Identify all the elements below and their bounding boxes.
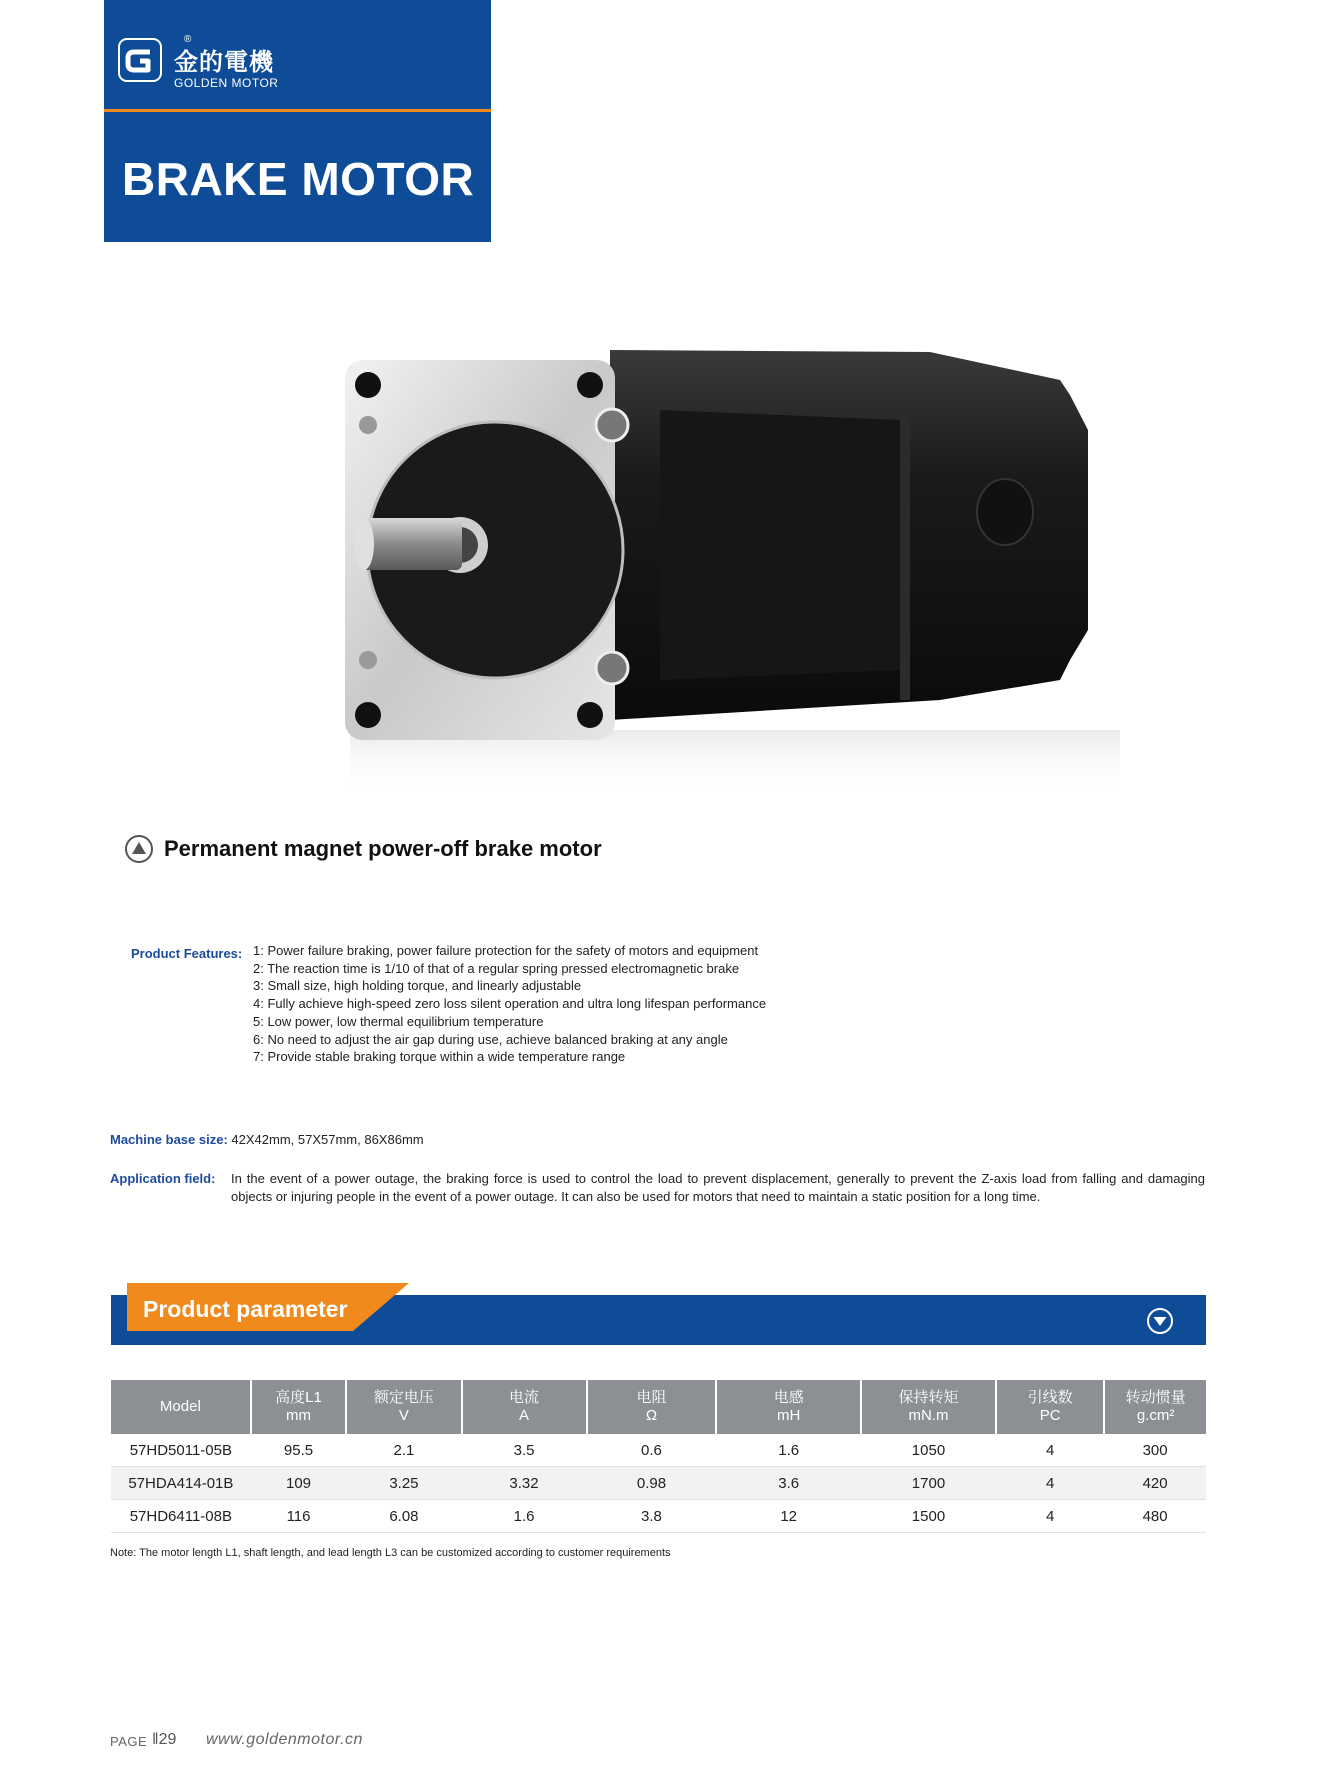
registered-mark: ®	[184, 34, 192, 45]
table-cell: 3.25	[346, 1467, 461, 1500]
table-cell: 3.32	[462, 1467, 587, 1500]
table-cell: 3.6	[716, 1467, 861, 1500]
column-header: 电流 A	[462, 1380, 587, 1434]
feature-item: 3: Small size, high holding torque, and linearly adjustable	[253, 978, 582, 994]
table-header-row	[111, 1380, 1206, 1434]
features-label: Product Features:	[131, 946, 243, 961]
column-header: 引线数 PC	[996, 1380, 1104, 1434]
table-cell: 95.5	[251, 1434, 347, 1467]
column-header: 保持转矩 mN.m	[861, 1380, 996, 1434]
base-size-row	[110, 1131, 424, 1149]
feature-item: 7: Provide stable braking torque within a wide temperature range	[253, 1049, 626, 1065]
column-header: 高度L1 mm	[251, 1380, 347, 1434]
table-cell: 3.8	[587, 1500, 717, 1533]
table-cell: 57HD5011-05B	[111, 1434, 251, 1467]
table-cell: 1500	[861, 1500, 996, 1533]
table-cell: 1700	[861, 1467, 996, 1500]
column-header: 转动惯量 g.cm²	[1104, 1380, 1206, 1434]
application-text: In the event of a power outage, the braking force is used to control the load to prevent displacement, generally to prevent the Z-axis load from falling and damaging objects or injuring people in the event of a power outage. It can also be used for motors that need to maintain a static position for a long time.	[231, 1171, 1205, 1204]
base-size-label: Machine base size:	[110, 1132, 228, 1147]
table-note: Note: The motor length L1, shaft length, and lead length L3 can be customized according to customer requirements	[110, 1547, 671, 1559]
header-block	[104, 0, 491, 242]
table-cell: 116	[251, 1500, 347, 1533]
footer-page-number: ‖29	[152, 1731, 177, 1748]
feature-item: 2: The reaction time is 1/10 of that of a regular spring pressed electromagnetic brake	[253, 960, 740, 976]
brake-motor-photo	[340, 340, 1130, 810]
triangle-circle-icon	[124, 834, 154, 864]
chevron-down-circle-icon	[1146, 1307, 1174, 1335]
table-cell: 4	[996, 1467, 1104, 1500]
page-title: BRAKE MOTOR	[122, 153, 475, 205]
table-cell: 1.6	[462, 1500, 587, 1533]
feature-item: 1: Power failure braking, power failure protection for the safety of motors and equipment	[253, 943, 759, 958]
table-cell: 420	[1104, 1467, 1206, 1500]
features-list	[253, 942, 766, 1066]
header-divider	[104, 109, 491, 112]
logo-english-name: GOLDEN MOTOR	[174, 76, 279, 90]
table-row	[111, 1467, 1206, 1500]
footer-page-label: PAGE	[110, 1734, 148, 1749]
column-header: 电阻 Ω	[587, 1380, 717, 1434]
feature-item: 6: No need to adjust the air gap during use, achieve balanced braking at any angle	[253, 1031, 728, 1047]
logo-g-icon	[118, 38, 162, 82]
table-row	[111, 1434, 1206, 1467]
table-cell: 3.5	[462, 1434, 587, 1467]
table-cell: 1050	[861, 1434, 996, 1467]
logo-chinese-name: 金的電機	[174, 47, 274, 76]
section-title: Product parameter	[143, 1296, 348, 1322]
brand-logo	[118, 36, 298, 96]
table-cell: 4	[996, 1500, 1104, 1533]
table-cell: 2.1	[346, 1434, 461, 1467]
parameter-table	[111, 1380, 1206, 1533]
feature-item: 5: Low power, low thermal equilibrium temperature	[253, 1013, 544, 1029]
feature-item: 4: Fully achieve high-speed zero loss silent operation and ultra long lifespan performance	[253, 996, 767, 1012]
table-cell: 109	[251, 1467, 347, 1500]
table-cell: 12	[716, 1500, 861, 1533]
product-subtitle: Permanent magnet power-off brake motor	[164, 836, 602, 861]
application-label: Application field:	[110, 1171, 216, 1186]
table-cell: 57HDA414-01B	[111, 1467, 251, 1500]
table-cell: 0.98	[587, 1467, 717, 1500]
column-header: 电感 mH	[716, 1380, 861, 1434]
table-cell: 1.6	[716, 1434, 861, 1467]
table-cell: 4	[996, 1434, 1104, 1467]
column-header: Model	[111, 1380, 251, 1434]
table-cell: 6.08	[346, 1500, 461, 1533]
table-cell: 57HD6411-08B	[111, 1500, 251, 1533]
footer-website-link[interactable]: www.goldenmotor.cn	[206, 1731, 363, 1748]
base-size-value: 42X42mm, 57X57mm, 86X86mm	[231, 1132, 424, 1147]
table-cell: 480	[1104, 1500, 1206, 1533]
table-row	[111, 1500, 1206, 1533]
table-cell: 300	[1104, 1434, 1206, 1467]
table-cell: 0.6	[587, 1434, 717, 1467]
column-header: 额定电压 V	[346, 1380, 461, 1434]
